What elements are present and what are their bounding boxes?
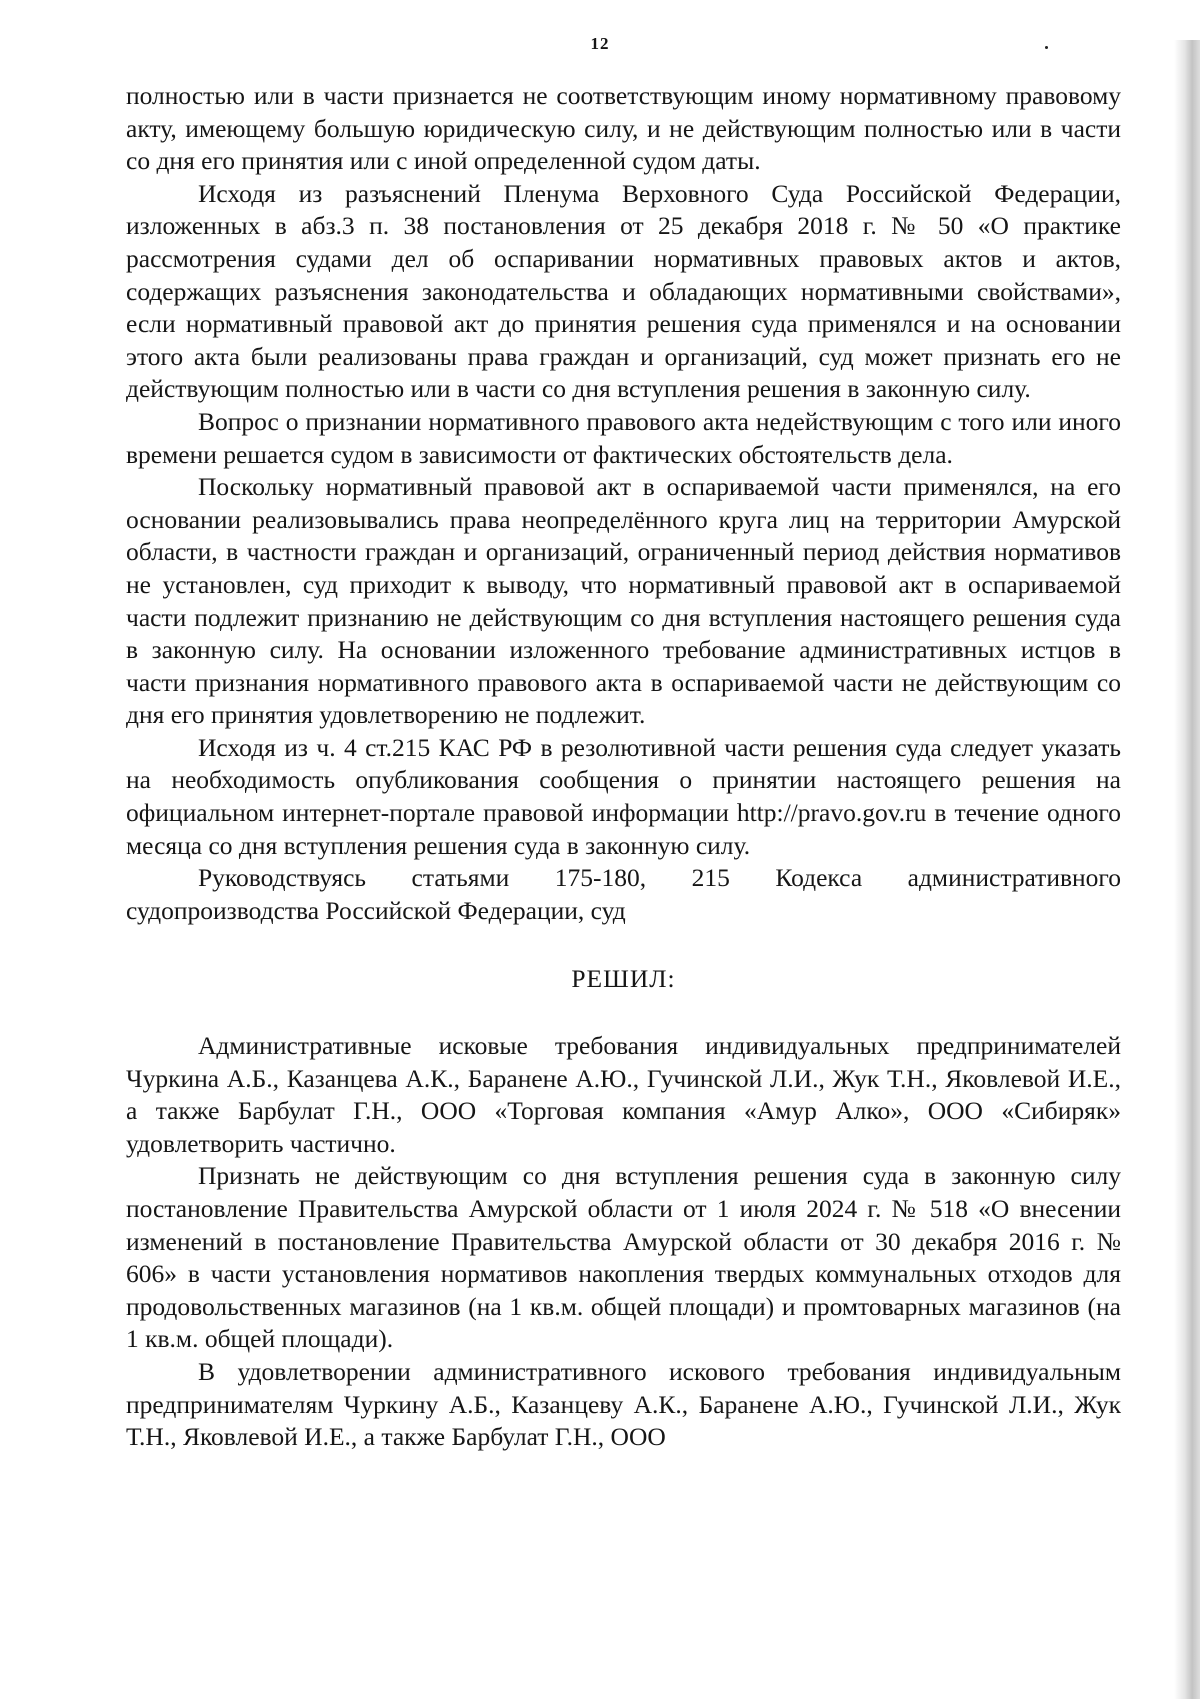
paragraph-court-conclusion: Поскольку нормативный правовой акт в оспариваемой части применялся, на его основании реализовывались права неопределённого круга лиц на территории Амурской области, в частности граждан и организаций, ограниченный период действия нормативов не установлен, суд приходит к выводу, что нормативный правовой акт в оспариваемой части подлежит признанию не действующим со дня вступления настоящего решения суда в законную силу. На основании изложенного требование административных истцов в части признания нормативного правового акта в оспариваемой части не действующим со дня его принятия удовлетворению не подлежит. bbox=[126, 472, 1121, 730]
decision-heading: РЕШИЛ: bbox=[571, 964, 676, 994]
paragraph-declare-invalid: Признать не действующим со дня вступления решения суда в законную силу постановление Правительства Амурской области от 1 июля 2024 г. № 518 «О внесении изменений в постановление Правительства Амурской области от 30 декабря 2016 г. № 606» в части установления нормативов накопления твердых коммунальных отходов для продовольственных магазинов (на 1 кв.м. общей площади) и промтоварных магазинов (на 1 кв.м. общей площади). bbox=[126, 1161, 1121, 1354]
paragraph-publication: Исходя из ч. 4 ст.215 КАС РФ в резолютивной части решения суда следует указать на необходимость опубликования сообщения о принятии настоящего решения на официальном интернет-портале правовой информации http://pravo.gov.ru в течение одного месяца со дня вступления решения суда в законную силу. bbox=[126, 732, 1121, 860]
paragraph-guided-by: Руководствуясь статьями 175-180, 215 Кодекса административного судопроизводства Российской Федерации, суд bbox=[126, 863, 1121, 925]
paragraph-recognition-time: Вопрос о признании нормативного правового акта недействующим с того или иного времени решается судом в зависимости от фактических обстоятельств дела. bbox=[126, 406, 1121, 469]
page-number: 12 bbox=[590, 34, 610, 53]
scan-edge-shadow bbox=[1174, 40, 1200, 1699]
paragraph-plenum-clarification: Исходя из разъяснений Пленума Верховного Суда Российской Федерации, изложенных в абз.3 п. 38 постановления от 25 декабря 2018 г. № 50 «О практике рассмотрения судами дел об оспаривании нормативных правовых актов и актов, содержащих разъяснения законодательства и обладающих нормативными свойствами», если нормативный правовой акт до принятия решения суда применялся и на основании этого акта были реализованы права граждан и организаций, суд может признать его не действующим полностью или в части со дня вступления решения в законную силу. bbox=[126, 178, 1121, 404]
document-body bbox=[126, 80, 1121, 1454]
paragraph-partial-satisfaction: Административные исковые требования индивидуальных предпринимателей Чуркина А.Б., Казанцева А.К., Баранене А.Ю., Гучинской Л.И., Жук Т.Н., Яковлевой И.Е., а также Барбулат Г.Н., ООО «Торговая компания «Амур Алко», ООО «Сибиряк» удовлетворить частично. bbox=[126, 1031, 1121, 1158]
paragraph-continuation: полностью или в части признается не соответствующим иному нормативному правовому акту, имеющему большую юридическую силу, и не действующим полностью или в части со дня его принятия или с иной определенной судом даты. bbox=[126, 81, 1121, 176]
scan-speck bbox=[1045, 46, 1048, 49]
paragraph-refusal: В удовлетворении административного искового требования индивидуальным предпринимателям Чуркину А.Б., Казанцеву А.К., Баранене А.Ю., Гучинской Л.И., Жук Т.Н., Яковлевой И.Е., а также Барбулат Г.Н., ООО bbox=[126, 1356, 1121, 1452]
